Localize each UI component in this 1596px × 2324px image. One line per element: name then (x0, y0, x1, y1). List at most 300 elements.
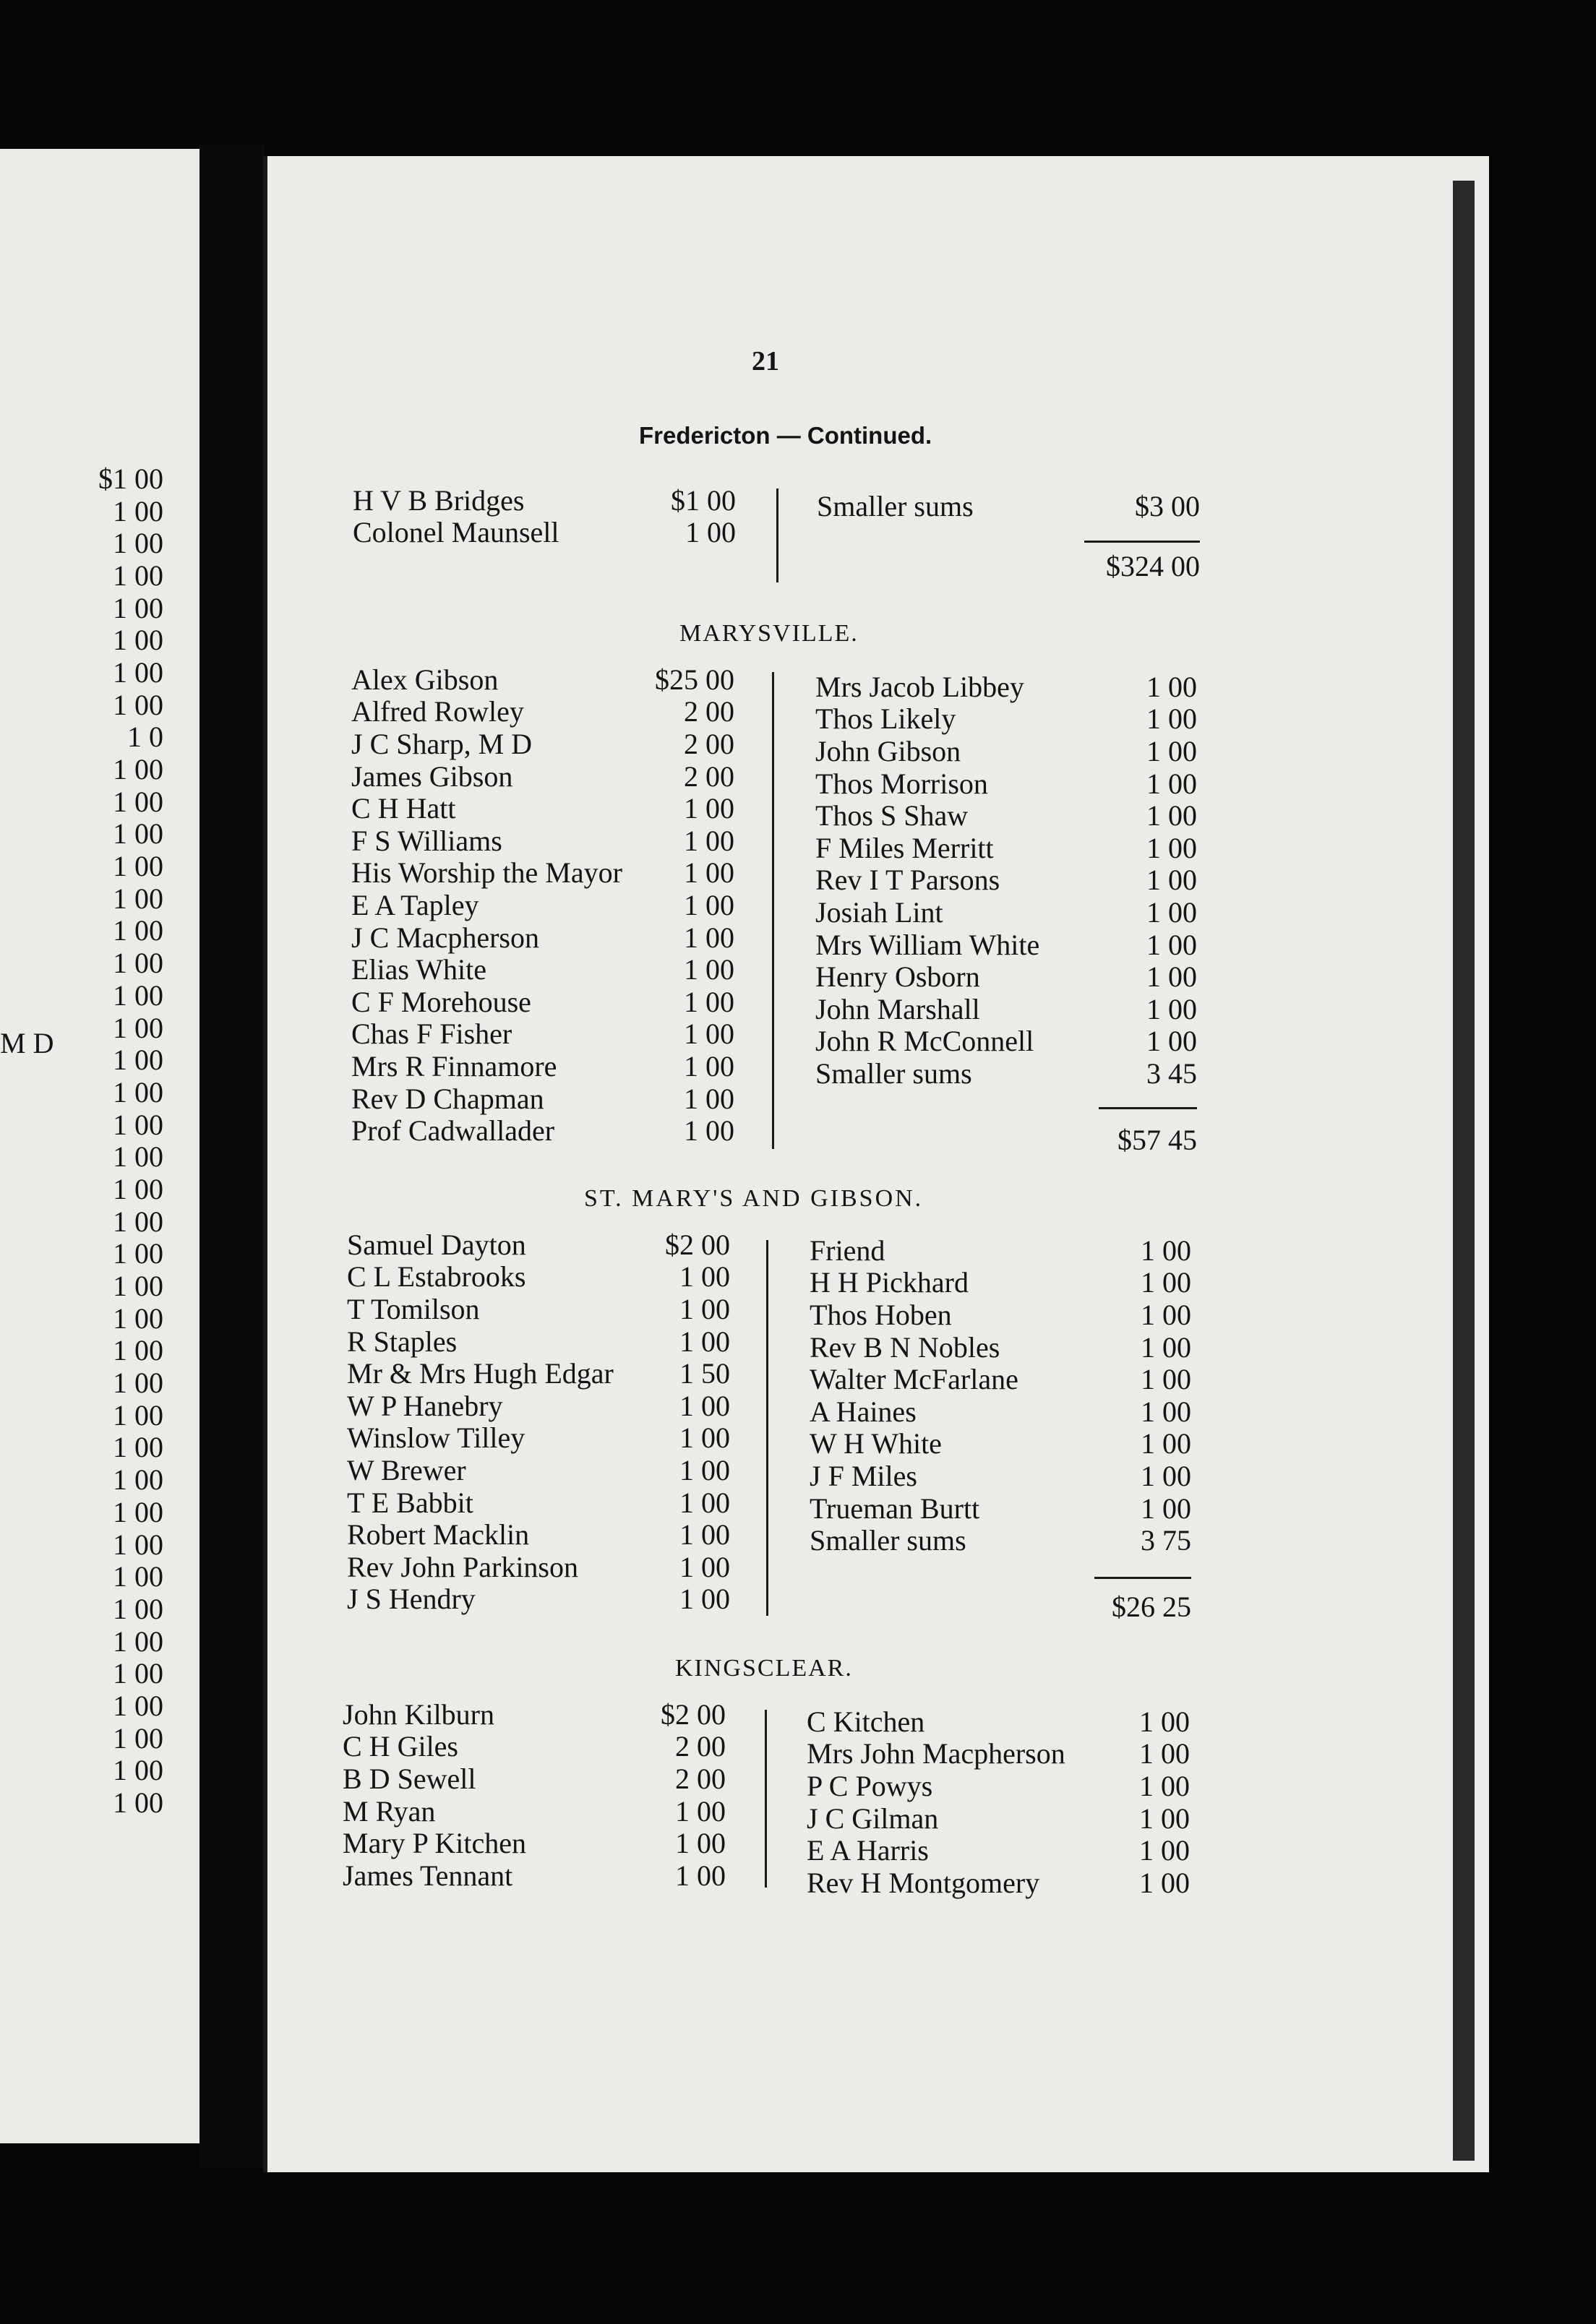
subscriber-name: John R McConnell (815, 1025, 1034, 1058)
subscription-amount: 1 00 (685, 516, 736, 549)
left-page-amount (48, 1463, 163, 1496)
subscriber-name: C H Giles (343, 1730, 458, 1763)
subscription-amount: 1 00 (1146, 928, 1197, 961)
subscriber-name: J C Sharp, M D (351, 727, 533, 760)
subscription-amount: 1 00 (679, 1453, 730, 1486)
subscriber-name: James Tennant (343, 1859, 513, 1892)
amount-text: 1 00 (113, 591, 163, 624)
amount-text: 1 00 (113, 1560, 163, 1593)
left-page-amount (48, 1012, 163, 1044)
subscriber-row (815, 671, 1197, 703)
subscriber-name: J C Gilman (807, 1802, 939, 1835)
amount-text: 1 00 (113, 1495, 163, 1528)
subscriber-name: Samuel Dayton (347, 1228, 526, 1261)
subscriber-row (815, 929, 1197, 961)
left-page-amount (48, 1528, 163, 1561)
subscription-amount: 1 00 (1146, 895, 1197, 929)
left-page-amount (48, 1109, 163, 1141)
total-rule (1099, 1107, 1197, 1109)
subscriber-name: E A Tapley (351, 888, 479, 921)
amount-text: 1 00 (113, 882, 163, 915)
subscriber-name: T Tomilson (347, 1292, 480, 1325)
section-heading-kingsclear: KINGSCLEAR. (675, 1655, 853, 1682)
subscription-amount: 1 00 (1141, 1492, 1191, 1525)
subscriber-row (343, 1859, 726, 1892)
subscription-amount: 2 00 (675, 1730, 726, 1763)
amount-text: 1 00 (113, 1786, 163, 1820)
subscriber-name: W Brewer (347, 1453, 466, 1486)
subscriber-row (347, 1357, 730, 1390)
subscriber-name: Trueman Burtt (810, 1492, 980, 1525)
subscriber-row (343, 1763, 726, 1795)
subscriber-name: Thos Likely (815, 702, 956, 736)
subscriber-row (347, 1261, 730, 1294)
left-page-amount (48, 1690, 163, 1722)
section-heading-st-marys: ST. MARY'S AND GIBSON. (584, 1185, 924, 1212)
book-gutter (200, 145, 265, 2168)
left-page-amount (48, 1560, 163, 1593)
subscription-amount: 3 45 (1146, 1056, 1197, 1090)
subscriber-row (351, 825, 734, 857)
subscriber-row (810, 1234, 1191, 1267)
column-divider (776, 489, 778, 582)
page-number: 21 (752, 346, 779, 376)
subscription-amount: 1 00 (679, 1583, 730, 1616)
total-rule (1084, 541, 1200, 543)
subscriber-row (351, 1114, 734, 1147)
amount-text: 1 00 (113, 1592, 163, 1625)
subscription-amount: 2 00 (684, 727, 734, 760)
left-page-amount (48, 947, 163, 979)
subscriber-name: C H Hatt (351, 792, 456, 825)
subscriber-row (347, 1228, 730, 1261)
amount-text: $1 00 (98, 462, 163, 495)
subscriber-name: James Gibson (351, 759, 513, 793)
subscriber-row (810, 1299, 1191, 1331)
amount-text: 1 00 (113, 1205, 163, 1238)
subscriber-row (817, 490, 1200, 522)
subscription-amount: 1 00 (684, 792, 734, 825)
amount-text: 1 00 (113, 753, 163, 786)
subscription-amount: 1 00 (684, 1017, 734, 1051)
amount-text: 1 00 (113, 978, 163, 1012)
left-page-amount (48, 1076, 163, 1109)
subscriber-name: M Ryan (343, 1794, 436, 1828)
subscription-amount: 1 00 (684, 1049, 734, 1083)
subscription-amount: 1 00 (1141, 1298, 1191, 1331)
subscriber-name: Mary P Kitchen (343, 1827, 527, 1860)
amount-text: 1 00 (113, 1172, 163, 1205)
amount-text: 1 00 (113, 1237, 163, 1270)
subscriber-name: Colonel Maunsell (353, 516, 559, 549)
subscriber-name: Elias White (351, 953, 486, 986)
subscriber-row (353, 484, 736, 517)
subscription-amount: 1 00 (675, 1794, 726, 1828)
amount-text: 1 00 (113, 494, 163, 528)
left-page-amount (48, 559, 163, 592)
subscriber-row (351, 953, 734, 986)
subscriber-name: Rev B N Nobles (810, 1330, 1000, 1364)
left-page-amount (48, 495, 163, 528)
subscription-amount: 1 00 (684, 856, 734, 890)
subscription-amount: 2 00 (684, 759, 734, 793)
amount-text: 1 00 (113, 1043, 163, 1077)
subscription-amount: 1 00 (1146, 1025, 1197, 1058)
amount-text: 1 00 (113, 1270, 163, 1303)
subscription-amount: $1 00 (671, 483, 736, 517)
left-page-amount (48, 1432, 163, 1464)
subscription-amount: 1 00 (1146, 831, 1197, 864)
amount-text: 1 00 (113, 1011, 163, 1044)
subscriber-name: Mrs Jacob Libbey (815, 670, 1024, 703)
left-page-amount (48, 1173, 163, 1205)
left-page-amount (48, 1399, 163, 1432)
continued-heading: Fredericton — Continued. (639, 422, 932, 449)
subscriber-row (343, 1795, 726, 1828)
subscriber-name: T E Babbit (347, 1486, 473, 1519)
subscriber-row (351, 1050, 734, 1083)
subscriber-name: Thos S Shaw (815, 799, 969, 832)
subscriber-name: B D Sewell (343, 1762, 476, 1795)
subscriber-name: Smaller sums (815, 1056, 972, 1090)
subscriber-name: E A Harris (807, 1834, 929, 1867)
left-page-amount (48, 786, 163, 818)
left-page-amount (48, 979, 163, 1012)
subscription-amount: 1 00 (1141, 1330, 1191, 1364)
subscriber-row (347, 1486, 730, 1519)
subscriber-row (351, 696, 734, 728)
left-page-amount (48, 527, 163, 559)
subscriber-name: H H Pickhard (810, 1266, 969, 1299)
subscriber-row (810, 1524, 1191, 1557)
subscription-amount: 1 00 (684, 1114, 734, 1148)
subscription-amount: 1 00 (679, 1550, 730, 1583)
column-divider (766, 1240, 768, 1616)
subscriber-row (815, 799, 1197, 832)
subscriber-row (815, 1057, 1197, 1090)
subscription-amount: 1 00 (679, 1389, 730, 1422)
subscriber-name: W P Hanebry (347, 1389, 503, 1422)
subscriber-name: Winslow Tilley (347, 1421, 525, 1455)
left-page-amount (48, 1270, 163, 1302)
left-page-amount (48, 1593, 163, 1625)
subscription-amount: 1 00 (1141, 1459, 1191, 1492)
subscriber-name: Thos Hoben (810, 1298, 952, 1331)
subscription-amount: 1 00 (679, 1421, 730, 1455)
subscriber-name: A Haines (810, 1395, 917, 1428)
subscription-amount: 1 00 (1139, 1705, 1190, 1738)
fredericton-total: $324 00 (1106, 550, 1200, 582)
amount-text: 1 0 (127, 720, 163, 754)
subscription-amount: 1 50 (679, 1357, 730, 1390)
subscriber-row (351, 1018, 734, 1051)
subscriber-row (343, 1731, 726, 1763)
amount-text: 1 00 (113, 817, 163, 851)
subscription-amount: 1 00 (679, 1325, 730, 1358)
column-divider (772, 672, 774, 1149)
marysville-right-column (815, 671, 1197, 1090)
subscriber-row (815, 1025, 1197, 1058)
subscriber-row (807, 1770, 1190, 1802)
subscription-amount: 2 00 (675, 1762, 726, 1795)
kingsclear-right-column (807, 1705, 1190, 1899)
subscriber-name: C L Estabrooks (347, 1260, 526, 1294)
left-page-amount (48, 1755, 163, 1787)
subscriber-row (807, 1834, 1190, 1867)
subscriber-row (347, 1325, 730, 1358)
marysville-left-column (351, 663, 734, 1147)
subscription-amount: 1 00 (679, 1260, 730, 1294)
subscriber-name: P C Powys (807, 1769, 933, 1802)
left-page-amount (48, 1786, 163, 1819)
marysville-total: $57 45 (1117, 1124, 1197, 1156)
amount-text: 1 00 (113, 1367, 163, 1400)
left-page-amount (48, 1302, 163, 1335)
left-page-md-label: M D (0, 1027, 54, 1059)
subscriber-row (810, 1395, 1191, 1428)
total-rule (1094, 1577, 1191, 1579)
amount-text: 1 00 (113, 785, 163, 818)
subscriber-row (815, 993, 1197, 1025)
subscription-amount: 1 00 (1141, 1363, 1191, 1396)
subscription-amount: 1 00 (679, 1292, 730, 1325)
amount-text: 1 00 (113, 527, 163, 560)
subscriber-name: Alex Gibson (351, 663, 499, 696)
subscriber-row (351, 792, 734, 825)
subscriber-row (815, 767, 1197, 800)
kingsclear-left-column (343, 1698, 726, 1892)
subscription-amount: 1 00 (679, 1486, 730, 1519)
subscription-amount: 1 00 (1146, 960, 1197, 994)
subscription-amount: 1 00 (1146, 734, 1197, 767)
subscription-amount: 1 00 (1146, 702, 1197, 736)
subscriber-row (815, 864, 1197, 897)
subscriber-name: Friend (810, 1234, 885, 1267)
subscription-amount: 1 00 (684, 1082, 734, 1115)
amount-text: 1 00 (113, 850, 163, 883)
subscriber-name: Thos Morrison (815, 767, 988, 800)
subscription-amount: 1 00 (684, 953, 734, 986)
amount-text: 1 00 (113, 1689, 163, 1722)
subscriber-name: J F Miles (810, 1459, 917, 1492)
subscriber-name: Robert Macklin (347, 1518, 530, 1552)
subscription-amount: 1 00 (1139, 1802, 1190, 1835)
subscriber-row (810, 1363, 1191, 1395)
subscriber-row (351, 728, 734, 760)
subscription-amount: 1 00 (679, 1518, 730, 1552)
subscriber-name: John Kilburn (343, 1697, 494, 1731)
subscriber-name: J S Hendry (347, 1583, 476, 1616)
subscriber-name: Rev D Chapman (351, 1082, 544, 1115)
subscription-amount: 1 00 (684, 888, 734, 921)
subscriber-name: Smaller sums (817, 489, 974, 522)
amount-text: 1 00 (113, 947, 163, 980)
subscriber-row (347, 1454, 730, 1486)
subscriber-name: C Kitchen (807, 1705, 925, 1738)
subscriber-name: Henry Osborn (815, 960, 980, 994)
subscriber-row (343, 1827, 726, 1859)
amount-text: 1 00 (113, 1108, 163, 1141)
st-marys-total: $26 25 (1112, 1591, 1191, 1623)
amount-text: 1 00 (113, 1721, 163, 1755)
subscriber-name: Rev H Montgomery (807, 1866, 1040, 1899)
amount-text: 1 00 (113, 624, 163, 657)
amount-text: 1 00 (113, 1624, 163, 1658)
subscriber-name: Chas F Fisher (351, 1017, 512, 1051)
subscription-amount: 1 00 (1139, 1866, 1190, 1899)
subscriber-row (351, 986, 734, 1018)
left-page-amount (48, 1367, 163, 1399)
left-page-amount (48, 915, 163, 947)
left-page-amount (48, 1722, 163, 1755)
subscriber-row (815, 832, 1197, 864)
subscription-amount: 1 00 (1141, 1234, 1191, 1267)
subscriber-name: Rev I T Parsons (815, 864, 1000, 897)
left-page-amount (48, 721, 163, 754)
subscriber-row (807, 1738, 1190, 1770)
subscription-amount: $3 00 (1135, 489, 1200, 522)
subscriber-name: Mrs William White (815, 928, 1040, 961)
subscriber-row (347, 1583, 730, 1616)
subscriber-row (351, 1083, 734, 1115)
amount-text: 1 00 (113, 914, 163, 947)
subscription-amount: 1 00 (1146, 767, 1197, 800)
subscriber-name: R Staples (347, 1325, 458, 1358)
left-page-amount (48, 882, 163, 915)
subscription-amount: 1 00 (675, 1827, 726, 1860)
amount-text: 1 00 (113, 1301, 163, 1335)
left-page-amount (48, 1043, 163, 1076)
subscriber-row (347, 1518, 730, 1551)
subscriber-row (810, 1267, 1191, 1299)
subscriber-row (351, 663, 734, 696)
st-marys-left-column (347, 1228, 730, 1615)
subscription-amount: $2 00 (665, 1228, 730, 1261)
amount-text: 1 00 (113, 1431, 163, 1464)
amount-text: 1 00 (113, 688, 163, 721)
subscriber-name: Smaller sums (810, 1524, 966, 1557)
subscription-amount: 1 00 (1146, 992, 1197, 1025)
left-page-amount (48, 1496, 163, 1528)
subscriber-name: W H White (810, 1427, 942, 1460)
subscriber-name: His Worship the Mayor (351, 856, 622, 890)
subscription-amount: $25 00 (655, 663, 734, 696)
subscriber-name: Josiah Lint (815, 895, 943, 929)
subscriber-row (353, 517, 736, 549)
amount-text: 1 00 (113, 1075, 163, 1109)
subscriber-name: Alfred Rowley (351, 695, 524, 728)
amount-text: 1 00 (113, 1334, 163, 1367)
amount-text: 1 00 (113, 1463, 163, 1497)
amount-text: 1 00 (113, 1754, 163, 1787)
subscriber-row (810, 1492, 1191, 1525)
left-page-amount (48, 753, 163, 786)
amount-text: 1 00 (113, 1140, 163, 1174)
subscription-amount: 1 00 (684, 921, 734, 954)
subscriber-row (351, 889, 734, 921)
subscription-amount: 1 00 (1139, 1834, 1190, 1867)
left-page-amount-column (48, 462, 163, 1819)
left-page-amount (48, 689, 163, 721)
left-page-amount (48, 1238, 163, 1270)
subscriber-row (347, 1293, 730, 1325)
subscriber-row (810, 1331, 1191, 1364)
amount-text: 1 00 (113, 1398, 163, 1432)
subscription-amount: 1 00 (1139, 1769, 1190, 1802)
subscriber-row (815, 703, 1197, 736)
subscriber-name: John Gibson (815, 734, 961, 767)
subscriber-row (815, 960, 1197, 993)
left-page-amount (48, 656, 163, 689)
amount-text: 1 00 (113, 655, 163, 689)
subscription-amount: 1 00 (675, 1859, 726, 1892)
subscriber-name: Mrs R Finnamore (351, 1049, 557, 1083)
subscriber-row (347, 1551, 730, 1583)
left-page-amount (48, 850, 163, 882)
subscription-amount: 2 00 (684, 695, 734, 728)
subscriber-row (347, 1422, 730, 1455)
subscriber-name: Rev John Parkinson (347, 1550, 578, 1583)
subscription-amount: 1 00 (1146, 864, 1197, 897)
subscription-amount: 1 00 (684, 985, 734, 1018)
st-marys-right-column (810, 1234, 1191, 1557)
subscription-amount: $2 00 (661, 1697, 726, 1731)
subscription-amount: 1 00 (684, 824, 734, 857)
amount-text: 1 00 (113, 559, 163, 592)
subscriber-row (807, 1867, 1190, 1899)
subscriber-name: Mrs John Macpherson (807, 1737, 1065, 1770)
subscription-amount: 3 75 (1141, 1524, 1191, 1557)
subscriber-name: J C Macpherson (351, 921, 539, 954)
page-edge (1453, 181, 1475, 2161)
subscriber-row (343, 1698, 726, 1731)
subscriber-row (807, 1705, 1190, 1738)
subscriber-row (347, 1390, 730, 1422)
subscriber-name: Prof Cadwallader (351, 1114, 555, 1148)
subscription-amount: 1 00 (1139, 1737, 1190, 1770)
subscription-amount: 1 00 (1141, 1266, 1191, 1299)
subscriber-row (351, 921, 734, 954)
subscriber-row (810, 1460, 1191, 1492)
subscription-amount: 1 00 (1141, 1427, 1191, 1460)
left-page-amount (48, 624, 163, 656)
subscriber-name: John Marshall (815, 992, 980, 1025)
subscriber-row (351, 857, 734, 890)
subscriber-name: F Miles Merritt (815, 831, 994, 864)
subscriber-name: Walter McFarlane (810, 1363, 1018, 1396)
subscription-amount: 1 00 (1146, 670, 1197, 703)
subscriber-row (815, 735, 1197, 767)
left-page-amount (48, 818, 163, 851)
amount-text: 1 00 (113, 1528, 163, 1561)
subscriber-row (810, 1428, 1191, 1460)
left-page-amount (48, 1335, 163, 1367)
subscription-amount: 1 00 (1141, 1395, 1191, 1428)
left-page-amount (48, 592, 163, 624)
fredericton-left-column (353, 484, 736, 548)
subscription-amount: 1 00 (1146, 799, 1197, 832)
left-page-amount (48, 1625, 163, 1658)
subscriber-row (351, 760, 734, 793)
subscriber-name: H V B Bridges (353, 483, 525, 517)
column-divider (765, 1710, 767, 1888)
section-heading-marysville: MARYSVILLE. (679, 620, 859, 647)
left-page-amount (48, 462, 163, 495)
subscriber-name: C F Morehouse (351, 985, 531, 1018)
amount-text: 1 00 (113, 1657, 163, 1690)
subscriber-row (815, 896, 1197, 929)
subscriber-name: Mr & Mrs Hugh Edgar (347, 1357, 614, 1390)
